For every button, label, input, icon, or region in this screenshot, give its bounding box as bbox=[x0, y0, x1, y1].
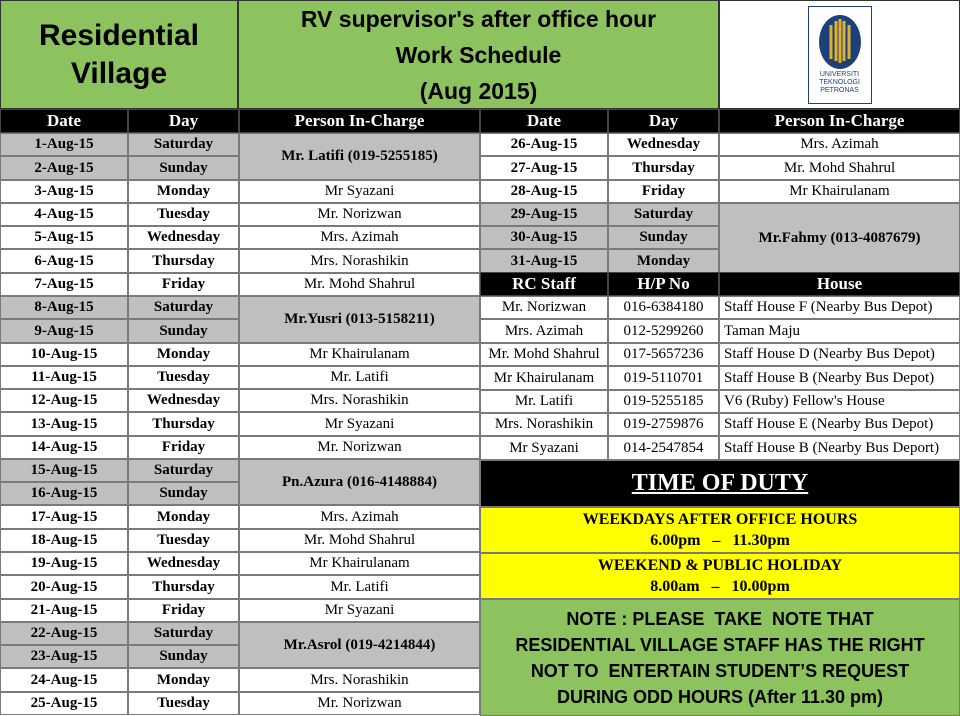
logo-cell bbox=[719, 0, 960, 109]
row-date: 15-Aug-15 bbox=[0, 459, 128, 482]
row-day: Monday bbox=[128, 343, 239, 366]
time-of-duty-heading bbox=[480, 460, 960, 507]
row-day: Friday bbox=[128, 599, 239, 622]
staff-phone: 014-2547854 bbox=[608, 436, 719, 460]
col-header-date: Date bbox=[0, 109, 128, 133]
row-person: Mrs. Norashikin bbox=[239, 389, 480, 412]
staff-header-house: House bbox=[719, 272, 960, 296]
staff-phone: 017-5657236 bbox=[608, 343, 719, 366]
row-day: Friday bbox=[128, 273, 239, 296]
weekdays-time: 6.00pm – 11.30pm bbox=[650, 532, 790, 549]
row-date: 11-Aug-15 bbox=[0, 366, 128, 389]
staff-phone: 012-5299260 bbox=[608, 319, 719, 343]
note-line-3: NOT TO ENTERTAIN STUDENT’S REQUEST bbox=[530, 660, 910, 681]
row-person: Mr. Latifi bbox=[239, 575, 480, 599]
title-line-2: Village bbox=[70, 56, 168, 90]
row-day: Sunday bbox=[128, 645, 239, 668]
row-person: Mr. Norizwan bbox=[239, 203, 480, 226]
row-date: 4-Aug-15 bbox=[0, 203, 128, 226]
row-person: Mr Khairulanam bbox=[719, 180, 960, 203]
staff-name: Mr Khairulanam bbox=[480, 366, 608, 390]
utp-logo bbox=[808, 6, 872, 104]
row-person: Mr. Mohd Shahrul bbox=[239, 529, 480, 552]
staff-header-phone: H/P No bbox=[608, 272, 719, 296]
row-day: Sunday bbox=[128, 319, 239, 343]
row-date: 19-Aug-15 bbox=[0, 552, 128, 575]
row-day: Saturday bbox=[128, 459, 239, 482]
row-day: Monday bbox=[608, 249, 719, 273]
staff-name: Mr Syazani bbox=[480, 436, 608, 460]
weekend-person-merged: Mr. Latifi (019-5255185) bbox=[239, 133, 480, 180]
weekend-label: WEEKEND & PUBLIC HOLIDAY bbox=[597, 557, 843, 574]
time-of-duty-title: TIME OF DUTY bbox=[631, 470, 809, 496]
row-date: 26-Aug-15 bbox=[480, 133, 608, 156]
row-date: 12-Aug-15 bbox=[0, 389, 128, 412]
utp-emblem-icon bbox=[817, 13, 863, 71]
row-day: Friday bbox=[608, 180, 719, 203]
row-day: Monday bbox=[128, 668, 239, 692]
row-day: Tuesday bbox=[128, 529, 239, 552]
row-date: 24-Aug-15 bbox=[0, 668, 128, 692]
weekdays-label: WEEKDAYS AFTER OFFICE HOURS bbox=[582, 511, 858, 528]
weekend-person-merged: Pn.Azura (016-4148884) bbox=[239, 459, 480, 505]
weekend-duty bbox=[480, 553, 960, 599]
staff-house: V6 (Ruby) Fellow's House bbox=[719, 390, 960, 413]
residential-village-title bbox=[0, 0, 238, 109]
row-date: 1-Aug-15 bbox=[0, 133, 128, 156]
note-line-2: RESIDENTIAL VILLAGE STAFF HAS THE RIGHT bbox=[515, 634, 925, 655]
weekend-person-merged: Mr.Yusri (013-5158211) bbox=[239, 296, 480, 343]
schedule-title-line-3: (Aug 2015) bbox=[419, 77, 538, 104]
row-day: Saturday bbox=[128, 133, 239, 156]
row-day: Wednesday bbox=[608, 133, 719, 156]
row-person: Mr. Mohd Shahrul bbox=[719, 156, 960, 180]
row-day: Thursday bbox=[128, 412, 239, 436]
staff-house: Staff House B (Nearby Bus Deport) bbox=[719, 436, 960, 460]
note-line-1: NOTE : PLEASE TAKE NOTE THAT bbox=[566, 608, 874, 629]
weekend-person-merged: Mr.Fahmy (013-4087679) bbox=[719, 203, 960, 273]
row-date: 9-Aug-15 bbox=[0, 319, 128, 343]
row-person: Mr. Latifi bbox=[239, 366, 480, 389]
staff-name: Mr. Mohd Shahrul bbox=[480, 343, 608, 366]
weekend-time: 8.00am – 10.00pm bbox=[650, 578, 790, 595]
row-date: 23-Aug-15 bbox=[0, 645, 128, 668]
row-date: 5-Aug-15 bbox=[0, 226, 128, 249]
weekdays-duty bbox=[480, 507, 960, 553]
col-header-date-right: Date bbox=[480, 109, 608, 133]
row-day: Monday bbox=[128, 180, 239, 203]
row-person: Mrs. Azimah bbox=[239, 505, 480, 529]
row-day: Wednesday bbox=[128, 389, 239, 412]
row-day: Tuesday bbox=[128, 203, 239, 226]
row-date: 27-Aug-15 bbox=[480, 156, 608, 180]
row-day: Saturday bbox=[608, 203, 719, 226]
schedule-title-line-1: RV supervisor's after office hour bbox=[300, 5, 657, 32]
staff-name: Mr. Norizwan bbox=[480, 296, 608, 319]
row-day: Friday bbox=[128, 436, 239, 459]
row-person: Mr Syazani bbox=[239, 412, 480, 436]
row-date: 6-Aug-15 bbox=[0, 249, 128, 273]
row-person: Mr. Norizwan bbox=[239, 692, 480, 715]
row-person: Mr Khairulanam bbox=[239, 343, 480, 366]
row-day: Tuesday bbox=[128, 366, 239, 389]
row-date: 29-Aug-15 bbox=[480, 203, 608, 226]
schedule-title-line-2: Work Schedule bbox=[395, 41, 562, 68]
row-date: 21-Aug-15 bbox=[0, 599, 128, 622]
logo-text-1: UNIVERSITI bbox=[819, 70, 860, 78]
logo-text-3: PETRONAS bbox=[820, 86, 859, 94]
staff-phone: 019-5110701 bbox=[608, 366, 719, 390]
staff-phone: 019-2759876 bbox=[608, 413, 719, 436]
row-date: 7-Aug-15 bbox=[0, 273, 128, 296]
logo-text-2: TEKNOLOGI bbox=[819, 78, 860, 86]
col-header-day-right: Day bbox=[608, 109, 719, 133]
staff-house: Staff House F (Nearby Bus Depot) bbox=[719, 296, 960, 319]
row-date: 17-Aug-15 bbox=[0, 505, 128, 529]
row-person: Mrs. Azimah bbox=[719, 133, 960, 156]
note-box bbox=[480, 599, 960, 716]
row-date: 28-Aug-15 bbox=[480, 180, 608, 203]
row-day: Thursday bbox=[128, 249, 239, 273]
row-day: Thursday bbox=[608, 156, 719, 180]
staff-house: Taman Maju bbox=[719, 319, 960, 343]
row-day: Wednesday bbox=[128, 552, 239, 575]
row-day: Sunday bbox=[128, 156, 239, 180]
row-date: 22-Aug-15 bbox=[0, 622, 128, 645]
row-date: 20-Aug-15 bbox=[0, 575, 128, 599]
row-date: 25-Aug-15 bbox=[0, 692, 128, 715]
row-date: 30-Aug-15 bbox=[480, 226, 608, 249]
row-day: Monday bbox=[128, 505, 239, 529]
row-date: 16-Aug-15 bbox=[0, 482, 128, 505]
staff-house: Staff House D (Nearby Bus Depot) bbox=[719, 343, 960, 366]
row-person: Mr Khairulanam bbox=[239, 552, 480, 575]
note-line-4: DURING ODD HOURS (After 11.30 pm) bbox=[556, 686, 884, 707]
staff-phone: 016-6384180 bbox=[608, 296, 719, 319]
row-person: Mrs. Norashikin bbox=[239, 668, 480, 692]
row-person: Mr. Norizwan bbox=[239, 436, 480, 459]
row-day: Tuesday bbox=[128, 692, 239, 715]
staff-house: Staff House B (Nearby Bus Depot) bbox=[719, 366, 960, 390]
row-date: 2-Aug-15 bbox=[0, 156, 128, 180]
row-person: Mr. Mohd Shahrul bbox=[239, 273, 480, 296]
row-date: 13-Aug-15 bbox=[0, 412, 128, 436]
row-date: 18-Aug-15 bbox=[0, 529, 128, 552]
row-date: 10-Aug-15 bbox=[0, 343, 128, 366]
weekend-person-merged: Mr.Asrol (019-4214844) bbox=[239, 622, 480, 668]
staff-name: Mr. Latifi bbox=[480, 390, 608, 413]
schedule-title bbox=[238, 0, 719, 109]
col-header-person: Person In-Charge bbox=[239, 109, 480, 133]
row-day: Saturday bbox=[128, 296, 239, 319]
row-date: 3-Aug-15 bbox=[0, 180, 128, 203]
row-person: Mr Syazani bbox=[239, 180, 480, 203]
row-date: 31-Aug-15 bbox=[480, 249, 608, 273]
row-date: 8-Aug-15 bbox=[0, 296, 128, 319]
row-day: Thursday bbox=[128, 575, 239, 599]
staff-name: Mrs. Norashikin bbox=[480, 413, 608, 436]
staff-name: Mrs. Azimah bbox=[480, 319, 608, 343]
row-date: 14-Aug-15 bbox=[0, 436, 128, 459]
col-header-person-right: Person In-Charge bbox=[719, 109, 960, 133]
row-person: Mrs. Norashikin bbox=[239, 249, 480, 273]
staff-header-name: RC Staff bbox=[480, 272, 608, 296]
row-person: Mrs. Azimah bbox=[239, 226, 480, 249]
title-line-1: Residential bbox=[38, 18, 200, 52]
row-day: Sunday bbox=[128, 482, 239, 505]
row-day: Saturday bbox=[128, 622, 239, 645]
row-day: Wednesday bbox=[128, 226, 239, 249]
col-header-day: Day bbox=[128, 109, 239, 133]
row-person: Mr Syazani bbox=[239, 599, 480, 622]
staff-house: Staff House E (Nearby Bus Depot) bbox=[719, 413, 960, 436]
staff-phone: 019-5255185 bbox=[608, 390, 719, 413]
row-day: Sunday bbox=[608, 226, 719, 249]
